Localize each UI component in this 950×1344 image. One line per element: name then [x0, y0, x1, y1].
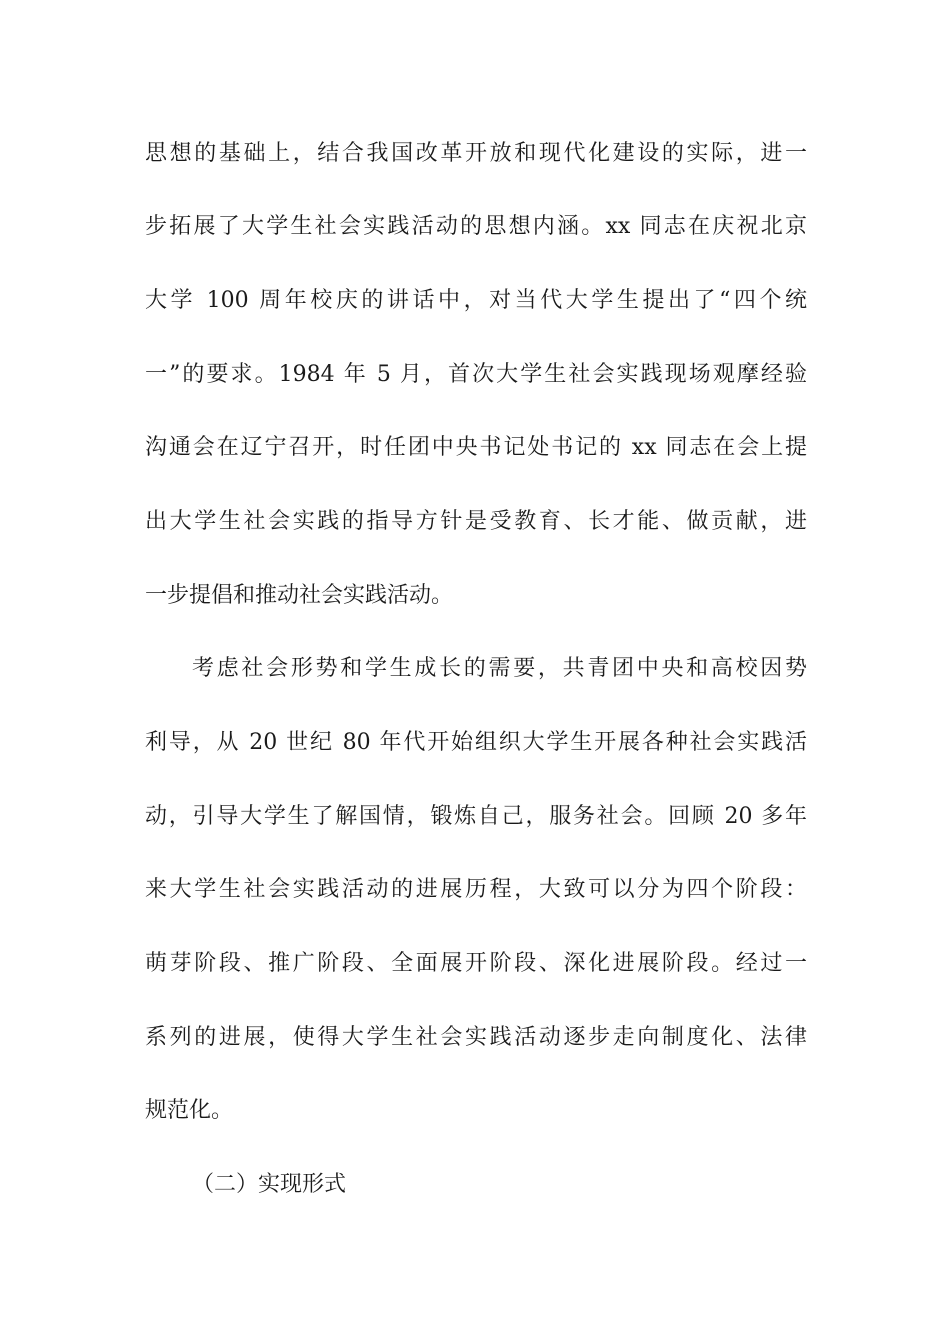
text-line: 步拓展了大学生社会实践活动的思想内涵。xx 同志在庆祝北京	[145, 214, 807, 239]
text-line: 沟通会在辽宁召开，时任团中央书记处书记的 xx 同志在会上提	[145, 435, 807, 460]
text-line: 规范化。	[145, 1098, 234, 1123]
text-line: 一”的要求。1984 年 5 月，首次大学生社会实践现场观摩经验	[145, 362, 807, 387]
text-line: 动，引导大学生了解国情，锻炼自己，服务社会。回顾 20 多年	[145, 804, 807, 829]
text-line: 萌芽阶段、推广阶段、全面展开阶段、深化进展阶段。经过一	[145, 951, 807, 976]
text-line: 一步提倡和推动社会实践活动。	[145, 583, 454, 608]
section-heading: （二）实现形式	[192, 1172, 347, 1197]
text-line: 利导，从 20 世纪 80 年代开始组织大学生开展各种社会实践活	[145, 730, 807, 755]
text-line: 大学 100 周年校庆的讲话中，对当代大学生提出了“四个统	[145, 288, 807, 313]
text-line: 系列的进展，使得大学生社会实践活动逐步走向制度化、法律	[145, 1025, 807, 1050]
text-line: 来大学生社会实践活动的进展历程，大致可以分为四个阶段：	[145, 877, 807, 902]
text-line: 思想的基础上，结合我国改革开放和现代化建设的实际，进一	[145, 141, 807, 166]
text-line: 考虑社会形势和学生成长的需要，共青团中央和高校因势	[192, 656, 807, 681]
text-line: 出大学生社会实践的指导方针是受教育、长才能、做贡献，进	[145, 509, 807, 534]
